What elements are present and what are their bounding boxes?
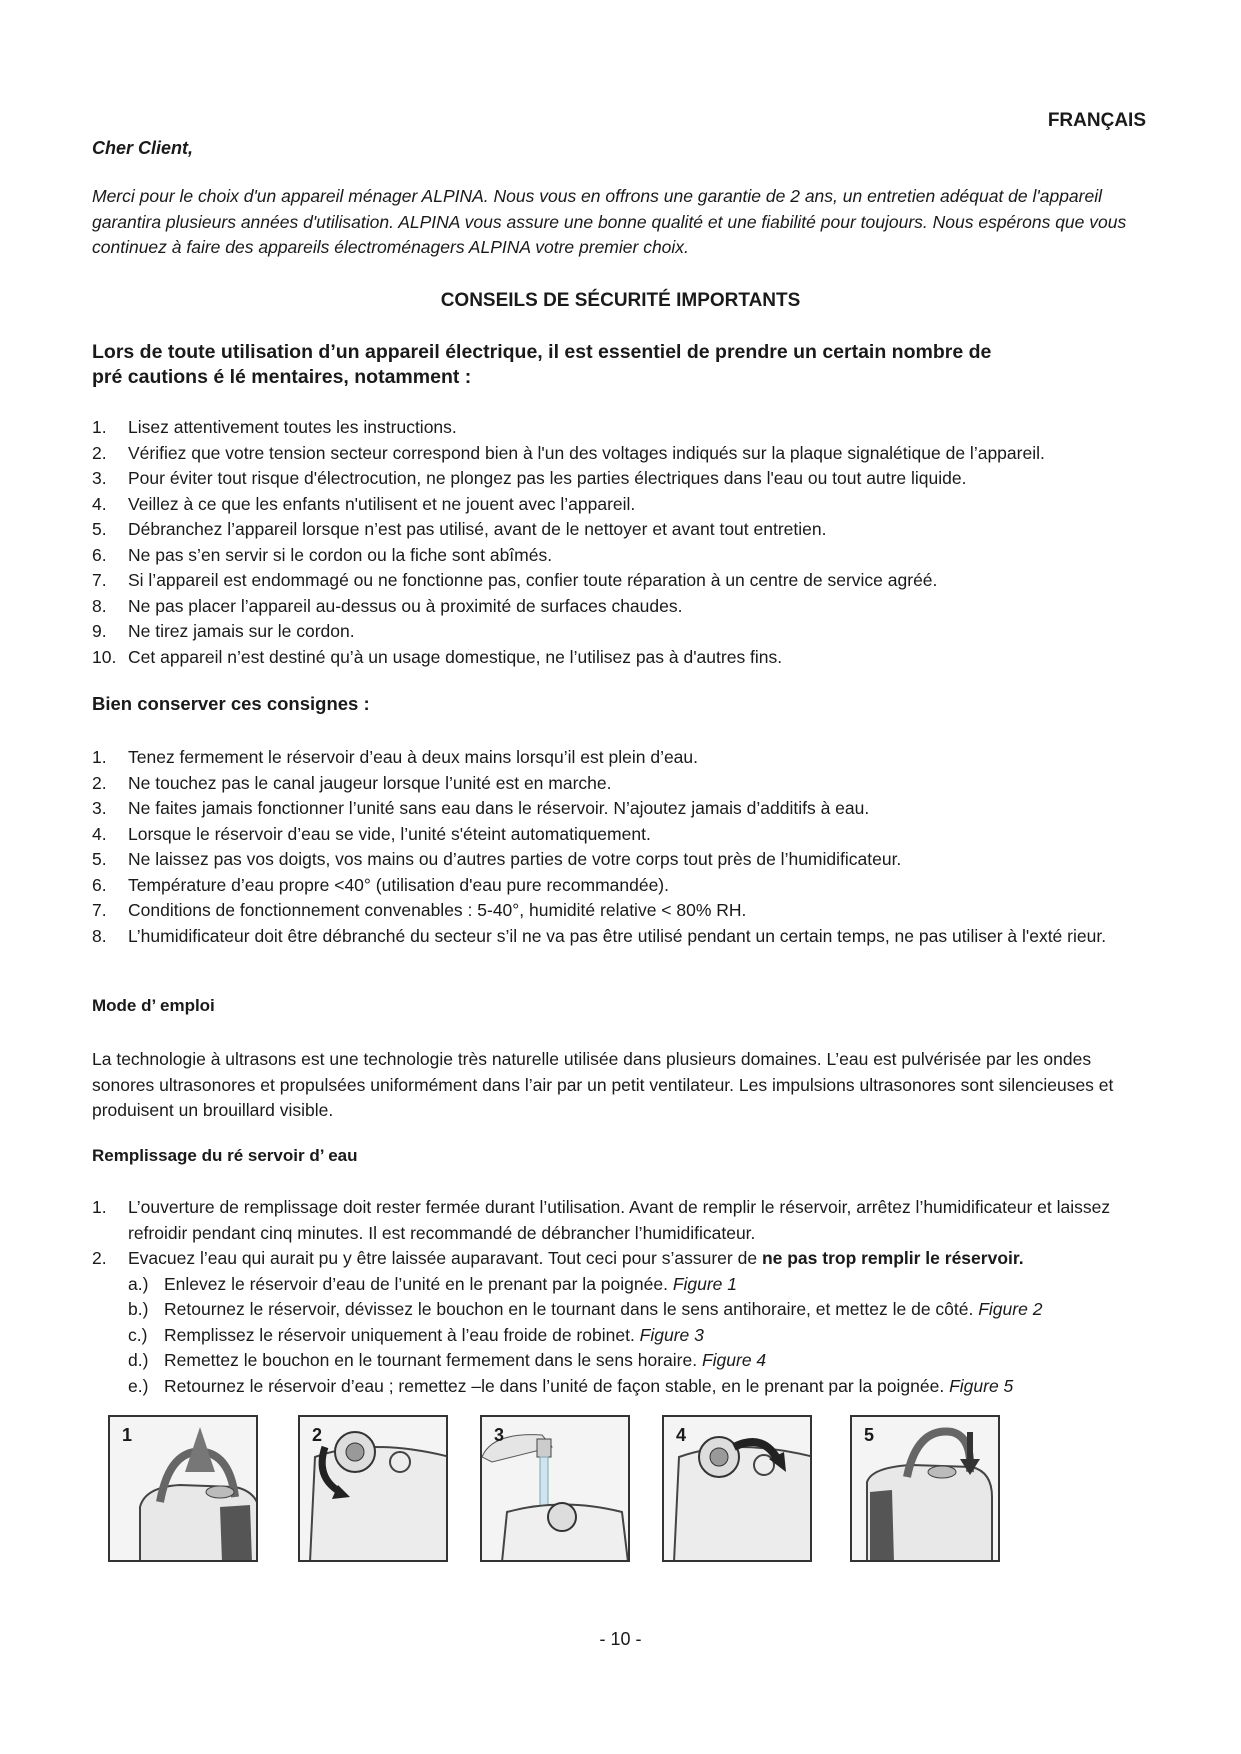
sublist-item-text: Retournez le réservoir d’eau ; remettez –le dans l’unité de façon stable, en le prenant par la poignée.: [164, 1375, 950, 1396]
sublist-item: [128, 1323, 1152, 1349]
list-item-number: 6.: [92, 544, 107, 565]
list-item: [92, 924, 1152, 950]
sublist-item-label: d.): [128, 1350, 149, 1370]
list-item-text: Vérifiez que votre tension secteur correspond bien à l'un des voltages indiqués sur la plaque signalétique de l’appareil.: [128, 442, 1045, 463]
page-number: - 10 -: [599, 1629, 642, 1649]
fill-list: [92, 1195, 1152, 1399]
figure-label: 3: [494, 1425, 505, 1445]
language-heading: FRANÇAIS: [1047, 110, 1146, 131]
sublist-item: [128, 1374, 1152, 1400]
list-item-text: Evacuez l’eau qui aurait pu y être laissée auparavant. Tout ceci pour s’assurer de: [128, 1248, 762, 1268]
list-item-number: 2.: [92, 1248, 107, 1268]
figure-strip: [108, 1415, 1028, 1560]
safety-list: [92, 415, 1162, 670]
greeting: Cher Client,: [92, 138, 194, 158]
figure-3: [480, 1415, 630, 1562]
list-item: [92, 898, 1152, 924]
safety-title: CONSEILS DE SÉCURITÉ IMPORTANTS: [440, 290, 801, 311]
list-item-text: Ne faites jamais fonctionner l’unité sans eau dans le réservoir. N’ajoutez jamais d’additifs à eau.: [128, 798, 870, 818]
list-item-number: 8.: [92, 595, 107, 616]
list-item-text: Ne laissez pas vos doigts, vos mains ou d’autres parties de votre corps tout près de l’humidificateur.: [128, 849, 902, 869]
figure-label: 2: [312, 1425, 323, 1445]
list-item-text: Débranchez l’appareil lorsque n’est pas utilisé, avant de le nettoyer et avant tout entretien.: [128, 519, 827, 539]
list-item: [92, 1246, 1152, 1399]
list-item-text: Cet appareil n’est destiné qu’à un usage domestique, ne l’utilisez pas à d'autres fins.: [128, 646, 783, 667]
figure-reference: Figure 5: [949, 1375, 1014, 1396]
sublist-item: [128, 1272, 1152, 1298]
list-item-emphasis: ne pas trop remplir le réservoir.: [761, 1248, 1024, 1268]
list-item-number: 5.: [92, 849, 107, 869]
list-item-number: 3.: [92, 468, 107, 488]
figure-2: [298, 1415, 448, 1562]
list-item: [92, 517, 1162, 543]
keep-title: Bien conserver ces consignes :: [92, 693, 370, 714]
list-item-number: 2.: [92, 442, 107, 463]
list-item: [92, 847, 1152, 873]
list-item-number: 5.: [92, 519, 107, 539]
figure-reference: Figure 1: [672, 1273, 738, 1294]
figure-4: [662, 1415, 812, 1562]
list-item: [92, 822, 1152, 848]
list-item-text: Température d’eau propre <40° (utilisation d'eau pure recommandée).: [128, 874, 669, 895]
sublist-item-text: Enlevez le réservoir d’eau de l’unité en le prenant par la poignée.: [164, 1273, 673, 1294]
sublist-item-label: a.): [128, 1273, 149, 1294]
list-item-text: Pour éviter tout risque d'électrocution, ne plongez pas les parties électriques dans l'eau ou tout autre liquide.: [128, 468, 967, 488]
list-item: [92, 543, 1162, 569]
figure-reference: Figure 2: [978, 1299, 1043, 1319]
fill-title: Remplissage du ré servoir d’ eau: [92, 1146, 358, 1165]
list-item: [92, 441, 1162, 467]
figure-label: 5: [864, 1425, 875, 1445]
sublist-item: [128, 1348, 1152, 1374]
list-item-text: Lorsque le réservoir d’eau se vide, l’unité s'éteint automatiquement.: [128, 823, 651, 844]
list-item: [92, 594, 1162, 620]
list-item: [92, 873, 1152, 899]
list-item-text: Tenez fermement le réservoir d’eau à deux mains lorsqu’il est plein d’eau.: [128, 747, 699, 767]
list-item-text: Si l’appareil est endommagé ou ne fonctionne pas, confier toute réparation à un centre de service agréé.: [128, 570, 938, 590]
safety-lead-line-2: pré cautions é lé mentaires, notamment :: [92, 366, 472, 388]
list-item: [92, 745, 1152, 771]
list-item-text: Veillez à ce que les enfants n'utilisent et ne jouent avec l’appareil.: [128, 493, 636, 514]
list-item-text: L’ouverture de remplissage doit rester fermée durant l’utilisation. Avant de remplir le réservoir, arrêtez l’humidificateur et laissez refroidir pendant cinq minutes. Il est recommandé de débrancher l’humidificateur.: [128, 1197, 1111, 1243]
safety-lead-line-1: Lors de toute utilisation d’un appareil électrique, il est essentiel de prendre un certain nombre de: [92, 341, 992, 363]
list-item: [92, 796, 1152, 822]
list-item: [92, 466, 1162, 492]
figure-reference: Figure 3: [639, 1324, 704, 1345]
list-item-text: L’humidificateur doit être débranché du secteur s’il ne va pas être utilisé pendant un certain temps, ne pas utiliser à l'exté rieur.: [128, 925, 1107, 946]
mode-paragraph: La technologie à ultrasons est une technologie très naturelle utilisée dans plusieurs domaines. L’eau est pulvérisée par les ondes sonores ultrasonores et propulsées uniformément dans l’air par un petit ventilateur. Les impulsions ultrasonores sont silencieuses et produisent un brouillard visible.: [92, 1049, 1114, 1120]
list-item: [92, 492, 1162, 518]
sublist-item-label: e.): [128, 1375, 149, 1396]
safety-lead: [92, 340, 1092, 390]
list-item-number: 1.: [92, 1197, 107, 1217]
list-item-number: 7.: [92, 900, 107, 920]
list-item: [92, 568, 1162, 594]
list-item: [92, 619, 1162, 645]
list-item: [92, 771, 1152, 797]
list-item-text: Ne tirez jamais sur le cordon.: [128, 621, 355, 641]
list-item-number: 2.: [92, 772, 107, 793]
figure-1: [108, 1415, 258, 1562]
intro-paragraph: Merci pour le choix d'un appareil ménager ALPINA. Nous vous en offrons une garantie de 2 ans, un entretien adéquat de l'appareil garantira plusieurs années d'utilisation. ALPINA vous assure une bonne qualité et une fiabilité pour toujours. Nous espérons que vous continuez à faire des appareils électroménagers ALPINA votre premier choix.: [92, 186, 1127, 257]
list-item: [92, 1195, 1152, 1246]
list-item-text: Ne touchez pas le canal jaugeur lorsque l’unité est en marche.: [128, 772, 612, 793]
list-item-text: Conditions de fonctionnement convenables : 5-40°, humidité relative < 80% RH.: [128, 900, 747, 920]
list-item-number: 7.: [92, 570, 107, 590]
sublist-item-text: Retournez le réservoir, dévissez le bouchon en le tournant dans le sens antihoraire, et mettez le de côté.: [164, 1299, 979, 1319]
keep-list: [92, 745, 1152, 949]
list-item-number: 8.: [92, 925, 107, 946]
sublist-item: [128, 1297, 1152, 1323]
list-item-text: Lisez attentivement toutes les instructions.: [128, 417, 457, 437]
list-item-number: 4.: [92, 493, 107, 514]
list-item-number: 9.: [92, 621, 107, 641]
mode-title: Mode d’ emploi: [92, 996, 215, 1015]
list-item: [92, 645, 1162, 671]
list-item: [92, 415, 1162, 441]
sublist-item-label: b.): [128, 1299, 149, 1319]
list-item-number: 6.: [92, 874, 107, 895]
list-item-number: 1.: [92, 747, 107, 767]
sublist-item-text: Remplissez le réservoir uniquement à l’eau froide de robinet.: [164, 1324, 640, 1345]
list-item-text: Ne pas s’en servir si le cordon ou la fiche sont abîmés.: [128, 544, 553, 565]
sublist-item-label: c.): [128, 1324, 148, 1345]
figure-reference: Figure 4: [701, 1350, 767, 1370]
list-item-number: 3.: [92, 798, 107, 818]
figure-label: 4: [676, 1425, 687, 1445]
fill-sublist: [128, 1272, 1152, 1400]
list-item-text: Ne pas placer l’appareil au-dessus ou à proximité de surfaces chaudes.: [128, 595, 683, 616]
figure-label: 1: [122, 1425, 133, 1445]
figure-5: [850, 1415, 1000, 1562]
sublist-item-text: Remettez le bouchon en le tournant fermement dans le sens horaire.: [164, 1350, 702, 1370]
list-item-number: 1.: [92, 417, 107, 437]
list-item-number: 4.: [92, 823, 107, 844]
list-item-number: 10.: [92, 646, 117, 667]
